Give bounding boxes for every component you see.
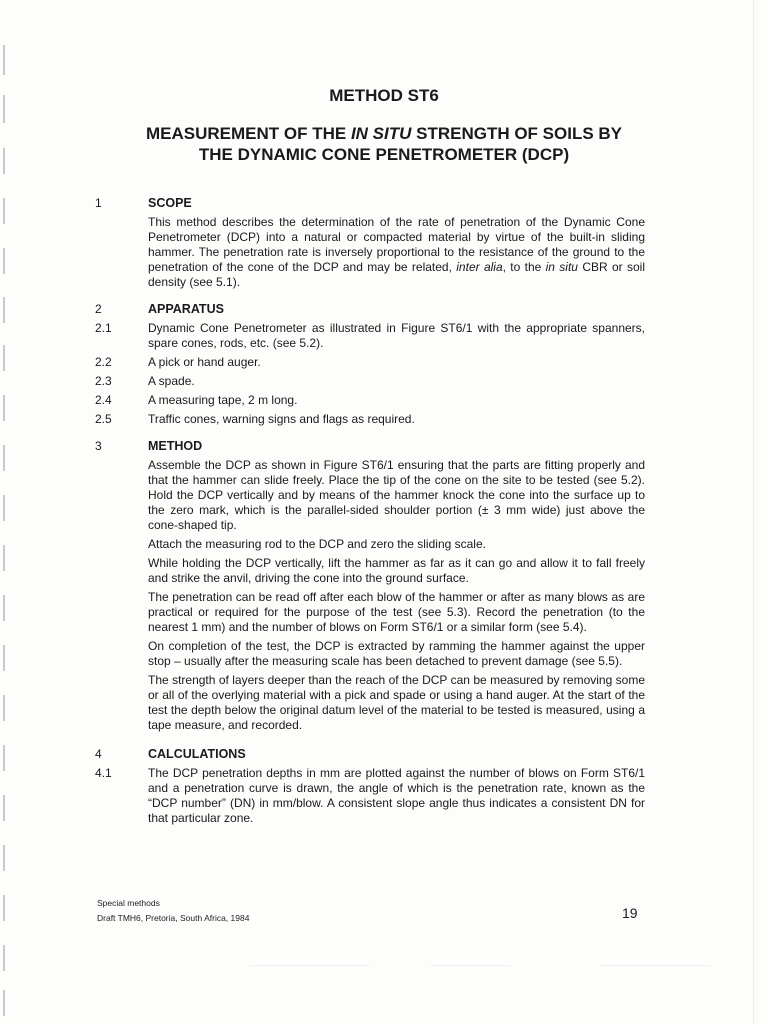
subtitle-line1-pre: MEASUREMENT OF THE bbox=[145, 124, 351, 143]
section-number: 3 bbox=[95, 439, 102, 453]
subtitle-line1-post: STRENGTH OF SOILS BY bbox=[411, 124, 623, 143]
subtitle-line2: THE DYNAMIC CONE PENETROMETER (DCP) bbox=[198, 145, 570, 164]
subtitle-in-situ: IN SITU bbox=[350, 124, 412, 143]
list-item: 2.5 Traffic cones, warning signs and flags as required. bbox=[95, 412, 415, 426]
method-paragraph: The strength of layers deeper than the reach of the DCP can be measured by removing some or all of the overlying material with a pick and spade or using a hand auger. At the start of the test the depth below the original datum level of the material to be tested is measured, using a tape measure, and recorded. bbox=[148, 673, 645, 732]
footer-publication: Draft TMH6, Pretoria, South Africa, 1984 bbox=[97, 913, 250, 923]
method-paragraph: On completion of the test, the DCP is extracted by ramming the hammer against the upper stop – usually after the measuring scale has been detached to prevent damage (see 5.5). bbox=[148, 639, 645, 668]
section-calculations-heading bbox=[95, 747, 645, 762]
section-apparatus-heading bbox=[95, 302, 645, 317]
section-method-heading bbox=[95, 439, 645, 454]
section-number: 1 bbox=[95, 196, 102, 210]
page-footer bbox=[97, 896, 249, 926]
list-item: 2.4 A measuring tape, 2 m long. bbox=[95, 393, 298, 407]
list-item: 2.1 Dynamic Cone Penetrometer as illustrated in Figure ST6/1 with the appropriate spanners, spare cones, rods, etc. (see 5.2). bbox=[95, 321, 645, 350]
section-number: 4 bbox=[95, 747, 102, 761]
method-paragraph: While holding the DCP vertically, lift the hammer as far as it can go and allow it to fall freely and strike the anvil, driving the cone into the ground surface. bbox=[148, 556, 645, 585]
section-number: 2 bbox=[95, 302, 102, 316]
section-heading: CALCULATIONS bbox=[148, 747, 246, 761]
method-paragraph: Assemble the DCP as shown in Figure ST6/1 ensuring that the parts are fitting properly and that the hammer can slide freely. Place the tip of the cone on the site to be tested (see 5.2). Hold the DCP vertically and by means of the hammer knock the cone into the surface up to the zero mark, which is the parallel-sided shoulder portion (± 3 mm wide) just above the cone-shaped tip. bbox=[148, 458, 645, 532]
footer-series: Special methods bbox=[97, 898, 160, 908]
section-method-text bbox=[95, 458, 645, 737]
page-number: 19 bbox=[622, 905, 638, 921]
method-paragraph: The penetration can be read off after each blow of the hammer or after as many blows as are practical or required for the purpose of the test (see 5.3). Record the penetration (to the nearest 1 mm) and the number of blows on Form ST6/1 or a similar form (see 5.4). bbox=[148, 590, 645, 634]
list-item: 2.2 A pick or hand auger. bbox=[95, 355, 261, 369]
method-subtitle bbox=[0, 123, 768, 165]
scope-paragraph: This method describes the determination of the rate of penetration of the Dynamic Cone Penetrometer (DCP) into a natural or compacted material by virtue of the built-in sliding hammer. The penetration rate is inversely proportional to the resistance of the ground to the penetration of the cone of the DCP and may be related, inter alia, to the in situ CBR or soil density (see 5.1). bbox=[148, 215, 645, 289]
method-paragraph: Attach the measuring rod to the DCP and zero the sliding scale. bbox=[148, 537, 486, 551]
section-heading: APPARATUS bbox=[148, 302, 224, 316]
section-heading: SCOPE bbox=[148, 196, 192, 210]
section-scope-text bbox=[95, 215, 645, 290]
section-scope-heading bbox=[95, 196, 645, 211]
list-item: 4.1 The DCP penetration depths in mm are plotted against the number of blows on Form ST6/1 and a penetration curve is drawn, the angle of which is the penetration rate, known as the “DCP number” (DN) in mm/blow. A consistent slope angle thus indicates a consistent DN for that particular zone. bbox=[95, 766, 645, 825]
list-item: 2.3 A spade. bbox=[95, 374, 195, 388]
section-heading: METHOD bbox=[148, 439, 203, 453]
document-body bbox=[95, 196, 645, 826]
method-title: METHOD ST6 bbox=[329, 86, 439, 105]
